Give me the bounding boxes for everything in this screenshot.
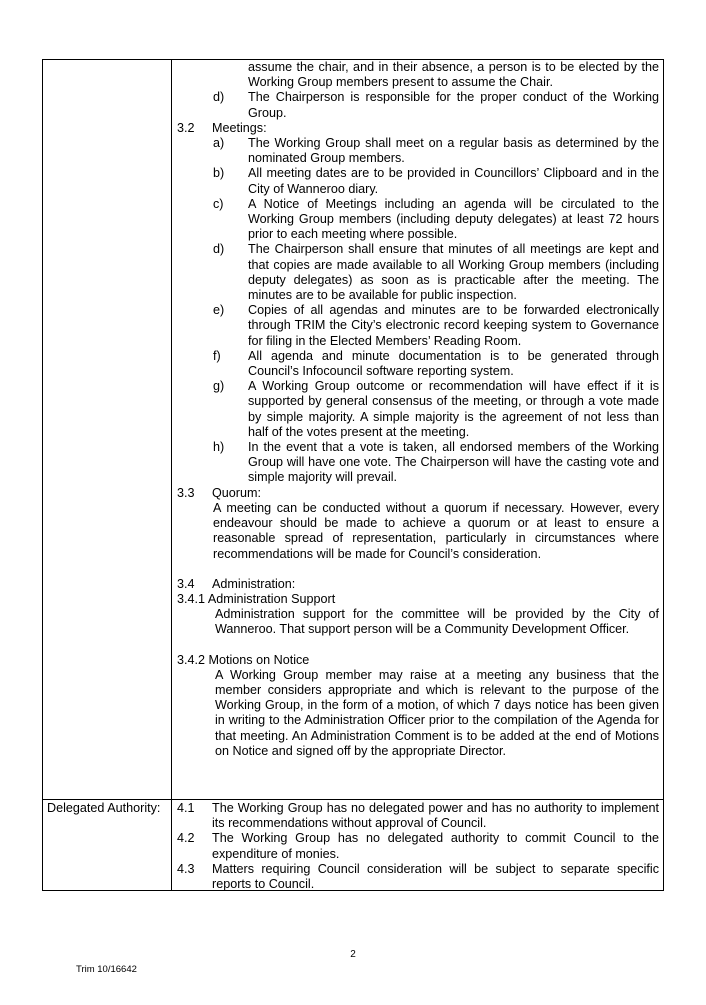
item-text: Copies of all agendas and minutes are to be forwarded electronically through TRIM the City’s electronic record keeping system to Governance for filing in the Elected Members’ Reading Room. xyxy=(248,303,659,348)
list-item xyxy=(177,197,659,243)
procedures-cell xyxy=(177,60,659,759)
item-number: 4.1 xyxy=(177,801,195,815)
item-marker: d) xyxy=(213,242,225,257)
item-text: assume the chair, and in their absence, a person is to be elected by the Working Group members present to assume the Chair. xyxy=(248,60,659,90)
item-text: The Chairperson shall ensure that minutes of all meetings are kept and that copies are made available to all Working Group members (including deputy delegates) as soon as is practicable after the meeting. The minutes are to be available for public inspection. xyxy=(248,242,659,303)
section-heading-quorum xyxy=(177,486,659,501)
item-marker: d) xyxy=(213,90,225,105)
delegated-authority-label: Delegated Authority: xyxy=(47,801,161,815)
item-marker: a) xyxy=(213,136,225,151)
list-item xyxy=(177,242,659,303)
item-text: A Notice of Meetings including an agenda will be circulated to the Working Group members (including deputy delegates) at least 72 hours prior to each meeting where possible. xyxy=(248,196,659,242)
page-number: 2 xyxy=(350,949,356,960)
list-item xyxy=(177,303,659,349)
section-heading: Administration: xyxy=(212,576,296,591)
item-marker xyxy=(177,60,248,90)
item-number: 4.3 xyxy=(177,861,195,876)
item-text: The Working Group shall meet on a regular basis as determined by the nominated Group members. xyxy=(248,136,659,166)
subsection-heading-motions: 3.4.2 Motions on Notice xyxy=(177,652,310,667)
section-heading: Quorum: xyxy=(212,485,261,500)
motions-text: A Working Group member may raise at a meeting any business that the member considers appropriate and which is relevant to the purpose of the Working Group, in the form of a motion, of which 7 days notice has been given in writing to the Administration Officer prior to the compilation of the Agenda for that meeting. An Administration Comment is to be added at the end of Motions on Notice and signed off by the appropriate Director. xyxy=(215,667,659,758)
item-text: All agenda and minute documentation is to be generated through Council’s Infocouncil software reporting system. xyxy=(248,348,659,379)
item-text: The Chairperson is responsible for the proper conduct of the Working Group. xyxy=(248,90,659,120)
item-marker: h) xyxy=(213,440,225,455)
trim-reference: Trim 10/16642 xyxy=(76,964,137,975)
list-item xyxy=(177,60,659,90)
item-marker: e) xyxy=(213,303,225,318)
support-text: Administration support for the committee will be provided by the City of Wanneroo. That support person will be a Community Development Officer. xyxy=(215,607,659,637)
item-text: All meeting dates are to be provided in Councillors’ Clipboard and in the City of Wanneroo diary. xyxy=(248,166,659,196)
list-item xyxy=(177,379,659,440)
section-heading-meetings xyxy=(177,121,659,136)
list-item xyxy=(177,136,659,166)
item-text: The Working Group has no delegated power and has no authority to implement its recommendations without approval of Council. xyxy=(212,801,659,831)
list-item xyxy=(177,349,659,379)
list-item xyxy=(177,440,659,486)
item-text: In the event that a vote is taken, all endorsed members of the Working Group will have one vote. The Chairperson will have the casting vote and simple majority will prevail. xyxy=(248,440,659,485)
item-marker: c) xyxy=(213,196,224,211)
subsection-heading-support: 3.4.1 Administration Support xyxy=(177,591,336,606)
section-number: 3.3 xyxy=(177,485,195,500)
section-heading: Meetings: xyxy=(212,120,267,135)
row-divider xyxy=(43,799,663,800)
terms-table xyxy=(42,59,664,891)
item-text: A Working Group outcome or recommendation will have effect if it is supported by general consensus of the meeting, or through a vote made by simple majority. A simple majority is the agreement of not less than half of the votes present at the meeting. xyxy=(248,379,659,439)
section-number: 3.4 xyxy=(177,576,195,591)
list-item xyxy=(177,862,659,892)
section-number: 3.2 xyxy=(177,120,195,135)
item-text: Matters requiring Council consideration will be subject to separate specific reports to Council. xyxy=(212,861,659,892)
delegated-authority-cell xyxy=(177,801,659,892)
item-marker: f) xyxy=(213,348,221,363)
item-number: 4.2 xyxy=(177,831,195,846)
list-item xyxy=(177,831,659,861)
item-marker: g) xyxy=(213,379,225,394)
list-item xyxy=(177,801,659,831)
list-item xyxy=(177,166,659,196)
section-heading-administration xyxy=(177,577,659,592)
column-divider xyxy=(171,60,172,890)
quorum-text: A meeting can be conducted without a quorum if necessary. However, every endeavour should be made to achieve a quorum or at least to ensure a reasonable spread of representation, particularly in circumstances where recommendations will be made for Council’s consideration. xyxy=(213,500,659,561)
list-item xyxy=(177,90,659,120)
item-marker: b) xyxy=(213,166,225,181)
item-text: The Working Group has no delegated authority to commit Council to the expenditure of monies. xyxy=(212,831,659,861)
